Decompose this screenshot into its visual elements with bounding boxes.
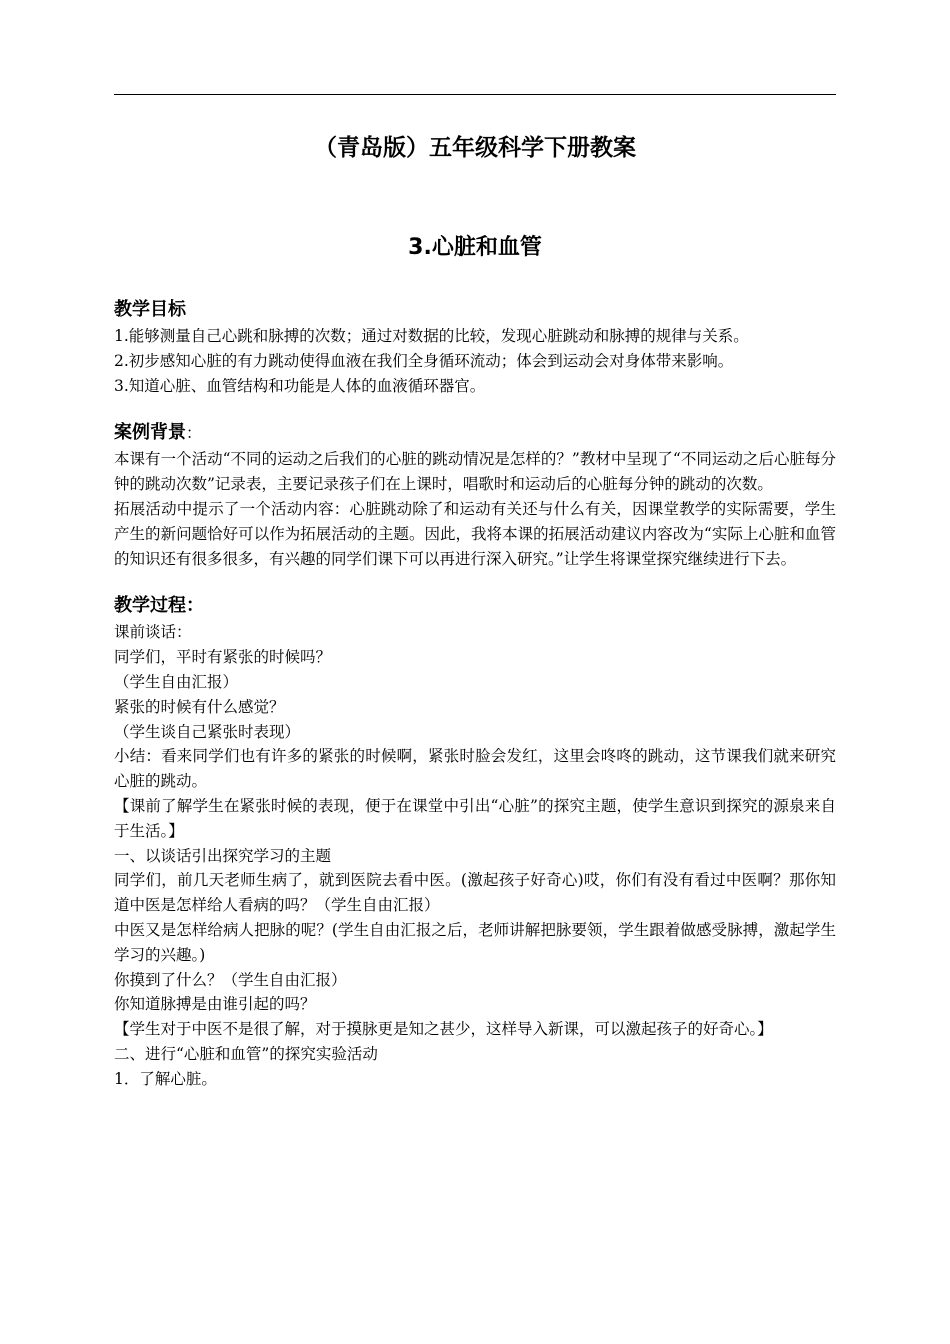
section-objectives (114, 296, 836, 398)
paragraph: 二、进行“心脏和血管”的探究实验活动 (114, 1044, 378, 1063)
header-rule (114, 94, 836, 95)
paragraph: 你摸到了什么？（学生自由汇报） (114, 970, 347, 989)
paragraph: 课前谈话： (114, 623, 192, 642)
paragraph: 你知道脉搏是由谁引起的吗？ (114, 995, 316, 1014)
paragraph: （学生谈自己紧张时表现） (114, 722, 301, 741)
document-title: （青岛版）五年级科学下册教案 (314, 135, 636, 161)
paragraph: 【学生对于中医不是很了解，对于摸脉更是知之甚少，这样导入新课，可以激起孩子的好奇心。】 (114, 1020, 773, 1039)
section-heading: 教学目标 (114, 299, 186, 320)
paragraph: 1．了解心脏。 (114, 1069, 217, 1088)
paragraph: 一、以谈话引出探究学习的主题 (114, 846, 332, 865)
paragraph: 同学们，平时有紧张的时候吗？ (114, 648, 332, 667)
paragraph: 拓展活动中提示了一个活动内容：心脏跳动除了和运动有关还与什么有关，因课堂教学的实际需要，学生产生的新问题恰好可以作为拓展活动的主题。因此，我将本课的拓展活动建议内容改为“实际上心脏和血管的知识还有很多很多，有兴趣的同学们课下可以再进行深入研究。”让学生将课堂探究继续进行下去。 (114, 499, 836, 568)
paragraph: 小结：看来同学们也有许多的紧张的时候啊，紧张时脸会发红，这里会咚咚的跳动，这节课我们就来研究心脏的跳动。 (114, 747, 836, 791)
paragraph: 紧张的时候有什么感觉？ (114, 697, 285, 716)
paragraph: （学生自由汇报） (114, 672, 239, 691)
paragraph: 中医又是怎样给病人把脉的呢？(学生自由汇报之后，老师讲解把脉要领，学生跟着做感受脉搏，激起学生学习的兴趣。) (114, 920, 836, 964)
section-heading-suffix: ： (186, 424, 202, 443)
section-background (114, 419, 836, 571)
section-process (114, 592, 836, 1091)
paragraph: 2.初步感知心脏的有力跳动使得血液在我们全身循环流动；体会到运动会对身体带来影响。 (114, 351, 734, 370)
paragraph: 同学们，前几天老师生病了，就到医院去看中医。(激起孩子好奇心)哎，你们有没有看过中医啊？那你知道中医是怎样给人看病的吗？（学生自由汇报） (114, 871, 836, 915)
document-body (114, 296, 836, 1113)
paragraph: 【课前了解学生在紧张时候的表现，便于在课堂中引出“心脏”的探究主题，使学生意识到探究的源泉来自于生活。】 (114, 796, 836, 840)
section-heading (114, 419, 836, 447)
section-heading-text: 案例背景 (114, 422, 186, 444)
paragraph: 3.知道心脏、血管结构和功能是人体的血液循环器官。 (114, 376, 486, 395)
lesson-title: 3.心脏和血管 (408, 235, 542, 260)
paragraph: 1.能够测量自己心跳和脉搏的次数；通过对数据的比较，发现心脏跳动和脉搏的规律与关系。 (114, 327, 749, 345)
section-heading: 教学过程： (114, 595, 204, 617)
paragraph: 本课有一个活动“不同的运动之后我们的心脏的跳动情况是怎样的？”教材中呈现了“不同运动之后心脏每分钟的跳动次数”记录表，主要记录孩子们在上课时，唱歌时和运动后的心脏每分钟的跳动的次数。 (114, 450, 836, 494)
